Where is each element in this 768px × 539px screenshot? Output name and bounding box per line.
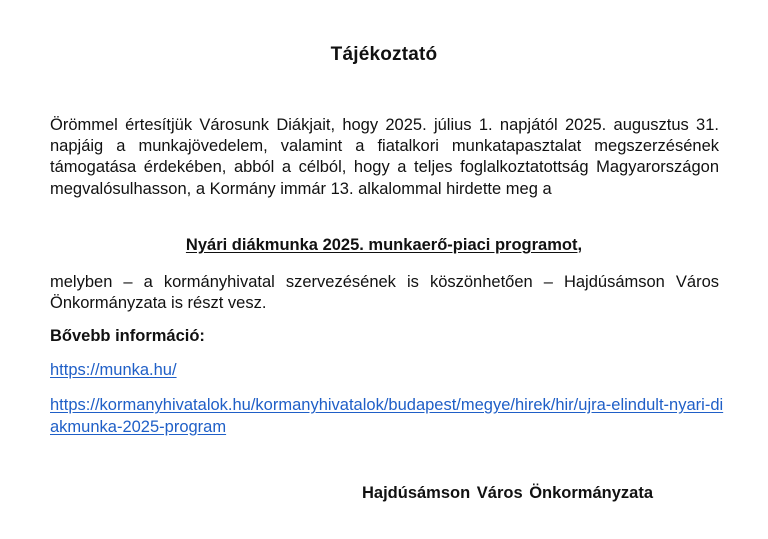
document-title: Tájékoztató: [330, 44, 438, 65]
intro-paragraph: Örömmel értesítjük Városunk Diákjait, hogy 2025. július 1. napjától 2025. augusztus 31. napjáig a munkajövedelem, valamint a fiatalkori munkatapasztalat megszerzésének támogatása érdekében, abból a célból, hogy a teljes foglalkoztatottság Magyarországon megvalósulhasson, a Kormány immár 13. alkalommal hirdette meg a: [50, 116, 719, 198]
participation-paragraph: melyben – a kormányhivatal szervezésének is köszönhetően – Hajdúsámson Város Önkormányzata is részt vesz.: [50, 273, 719, 313]
kormanyhivatalok-link[interactable]: https://kormanyhivatalok.hu/kormanyhivatalok/budapest/megye/hirek/hir/ujra-elindult-nyari-diakmunka-2025-program: [50, 396, 724, 436]
program-suffix: ,: [577, 236, 583, 254]
program-line: [0, 236, 768, 255]
program-name: Nyári diákmunka 2025. munkaerő-piaci programot: [185, 236, 578, 254]
signature: Hajdúsámson Város Önkormányzata: [362, 484, 654, 502]
more-info-label: Bővebb információ:: [50, 327, 205, 345]
munka-link[interactable]: https://munka.hu/: [50, 361, 177, 379]
